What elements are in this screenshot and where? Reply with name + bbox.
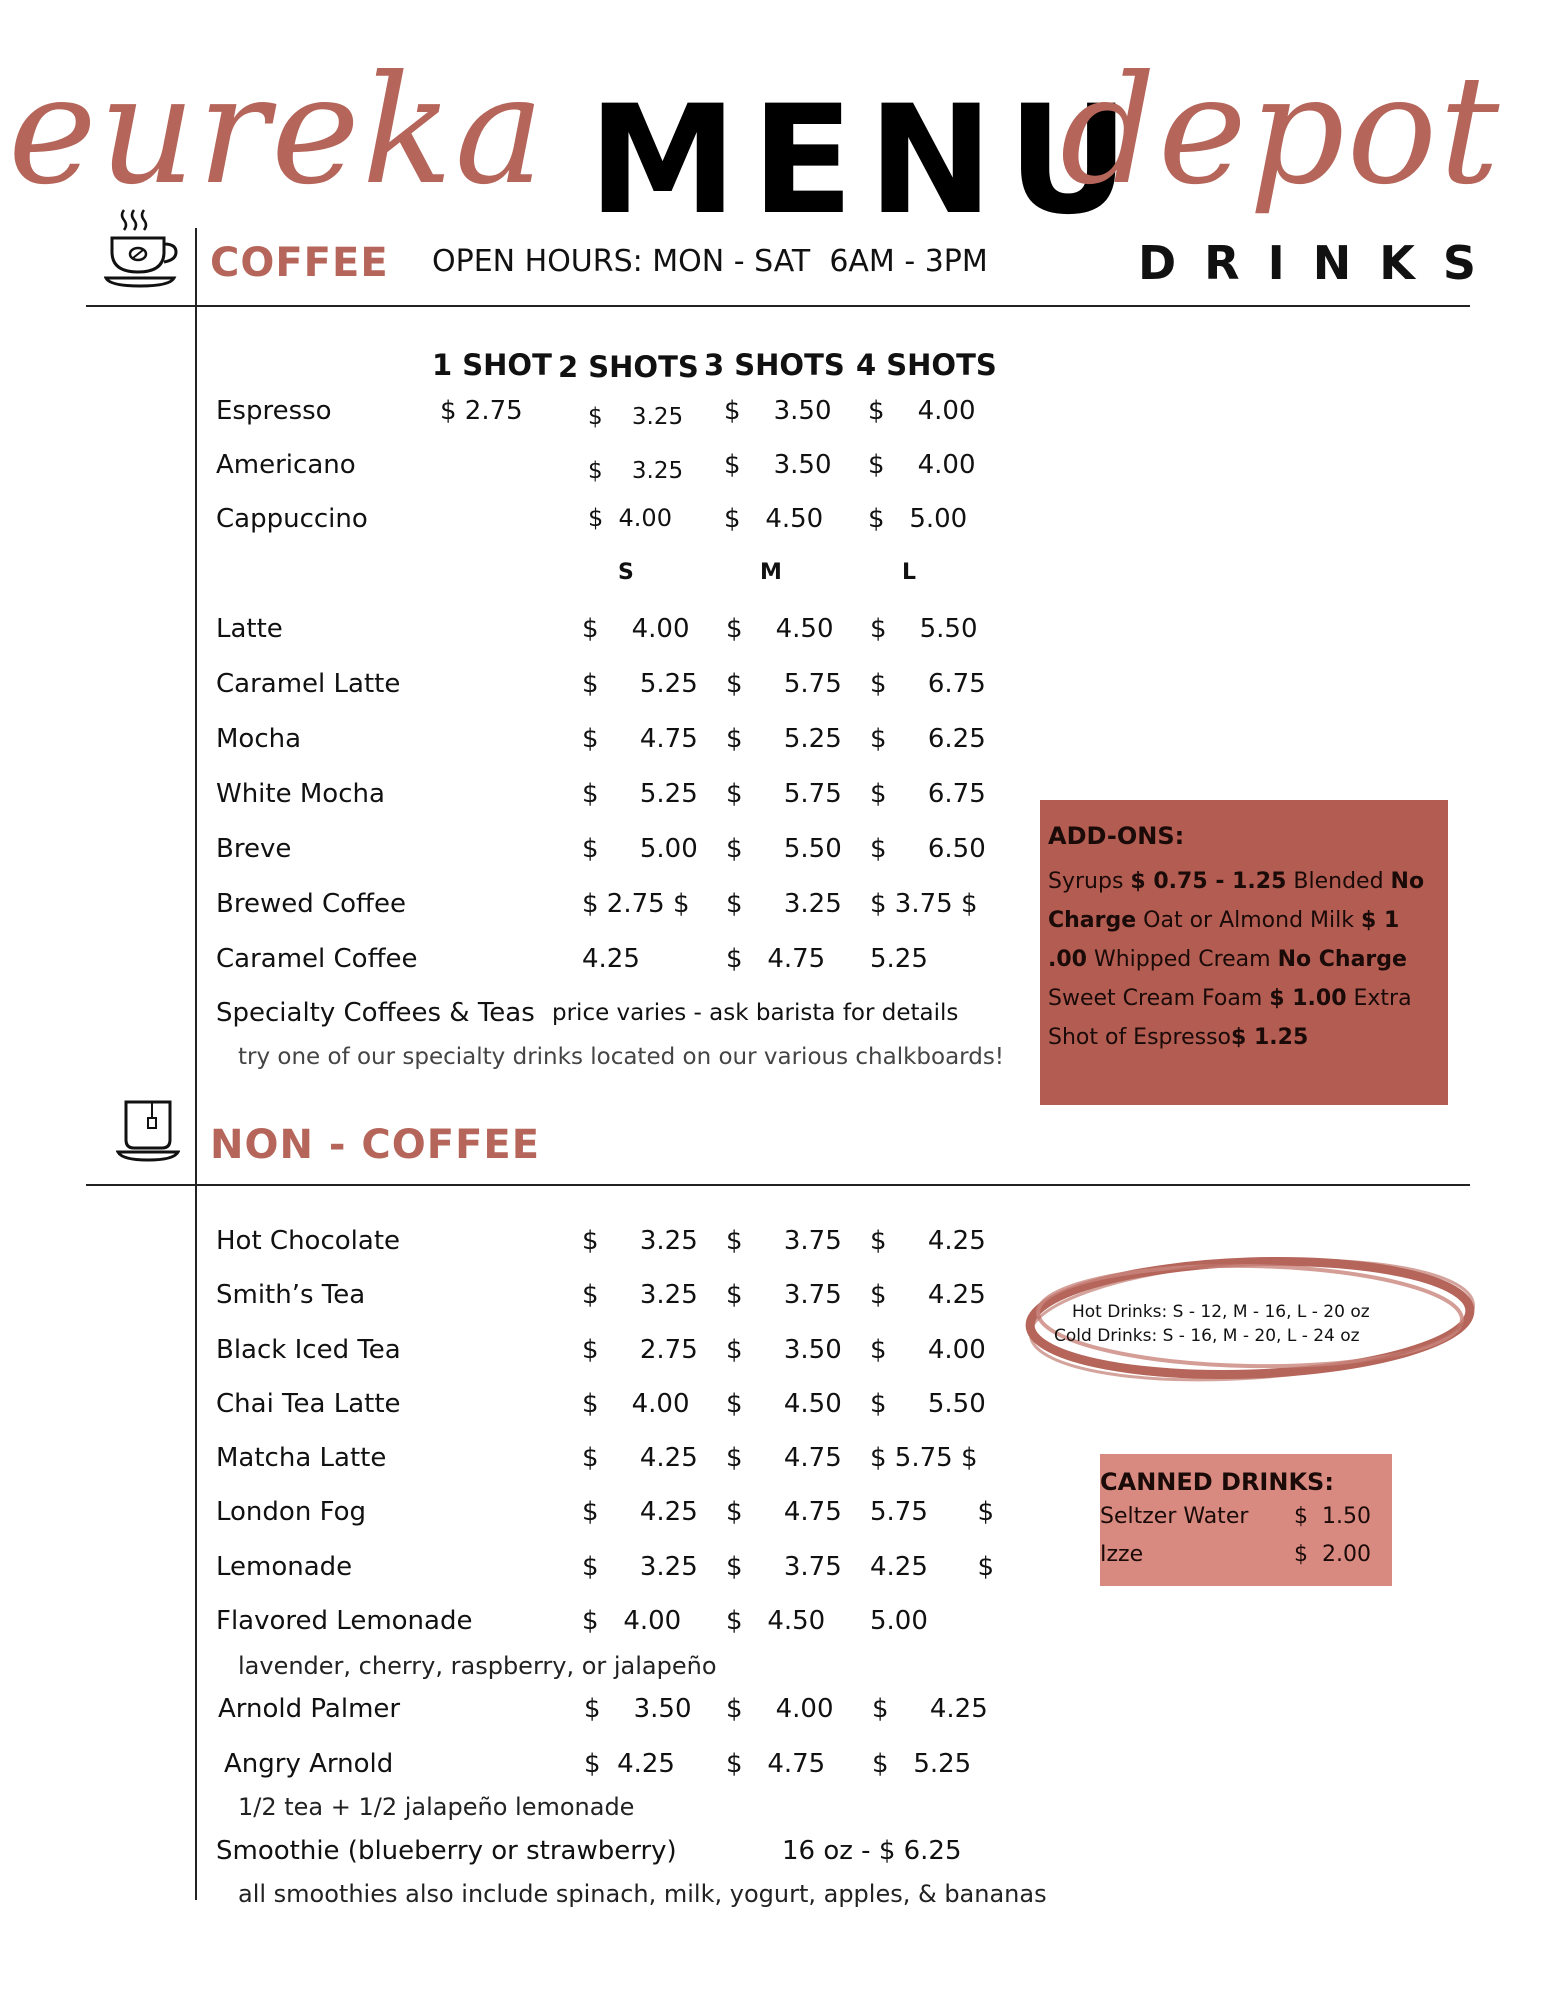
price-l: $ 6.25 xyxy=(870,724,986,754)
price-l: $ 6.50 xyxy=(870,834,986,864)
price-m: $ 5.25 xyxy=(726,724,842,754)
addons-line: .00 Whipped Cream No Charge xyxy=(1048,947,1407,972)
canned-item-name: Izze xyxy=(1100,1542,1144,1567)
price-s: $ 4.25 xyxy=(582,1443,698,1473)
price-m: $ 4.50 xyxy=(726,1606,826,1636)
price-l: $ 5.25 xyxy=(872,1749,972,1779)
price-l: 5.75 $ xyxy=(870,1497,995,1527)
price-s: $ 2.75 $ xyxy=(582,889,690,919)
menu-item-mocha xyxy=(0,724,1545,764)
price-l: 4.25 $ xyxy=(870,1552,995,1582)
price-m: $ 5.50 xyxy=(726,834,842,864)
open-hours: OPEN HOURS: MON - SAT 6AM - 3PM xyxy=(432,244,988,279)
price-m: $ 3.75 xyxy=(726,1226,842,1256)
item-name: Hot Chocolate xyxy=(216,1226,401,1256)
item-name: Breve xyxy=(216,834,292,864)
addons-title: ADD-ONS: xyxy=(1048,822,1185,850)
price-m: $ 4.50 xyxy=(726,614,834,644)
item-name: Matcha Latte xyxy=(216,1443,387,1473)
price-m: $ 3.75 xyxy=(726,1552,842,1582)
smoothie-price: 16 oz - $ 6.25 xyxy=(782,1836,962,1866)
drinks-subtitle: DRINKS xyxy=(1138,236,1504,290)
price-m: $ 4.75 xyxy=(726,1749,826,1779)
non-coffee-divider xyxy=(86,1184,1470,1186)
item-name: Brewed Coffee xyxy=(216,889,406,919)
price-l: $ 5.50 xyxy=(870,1389,986,1419)
price-l: $ 6.75 xyxy=(870,779,986,809)
item-name: Caramel Coffee xyxy=(216,944,418,974)
item-name: White Mocha xyxy=(216,779,385,809)
price-s: $ 4.75 xyxy=(582,724,698,754)
price-s: $ 3.50 xyxy=(584,1694,692,1724)
canned-item xyxy=(1100,1504,1392,1542)
price-4: $ 4.00 xyxy=(868,396,976,426)
menu-title: MENU xyxy=(588,74,1144,248)
item-name: Americano xyxy=(216,450,356,480)
price-s: $ 3.25 xyxy=(582,1280,698,1310)
coffee-divider xyxy=(86,305,1470,307)
cold-drinks-sizes: Cold Drinks: S - 16, M - 20, L - 24 oz xyxy=(1054,1326,1360,1346)
price-3: $ 4.50 xyxy=(724,504,824,534)
canned-item xyxy=(1100,1542,1392,1580)
price-m: $ 4.75 xyxy=(726,1497,842,1527)
price-3: $ 3.50 xyxy=(724,450,832,480)
item-name: Chai Tea Latte xyxy=(216,1389,401,1419)
menu-item-americano xyxy=(0,450,1545,490)
menu-item-arnold-palmer xyxy=(0,1694,1545,1734)
price-l: $ 3.75 $ xyxy=(870,889,978,919)
price-m: $ 3.75 xyxy=(726,1280,842,1310)
specialty-price: price varies - ask barista for details xyxy=(552,1000,959,1026)
header-1-shot: 1 SHOT xyxy=(432,348,552,382)
price-s: $ 4.25 xyxy=(582,1497,698,1527)
price-2: $ 3.25 xyxy=(588,404,684,430)
item-name: Lemonade xyxy=(216,1552,353,1582)
price-m: $ 3.25 xyxy=(726,889,842,919)
price-m: $ 4.75 xyxy=(726,944,826,974)
menu-item-smoothie xyxy=(0,1836,1545,1876)
menu-item-cappuccino xyxy=(0,504,1545,544)
price-1: $ 2.75 xyxy=(440,396,523,426)
price-s: $ 3.25 xyxy=(582,1552,698,1582)
menu-item-latte xyxy=(0,614,1545,654)
item-name: Caramel Latte xyxy=(216,669,401,699)
price-m: $ 5.75 xyxy=(726,669,842,699)
addons-line: Charge Oat or Almond Milk $ 1 xyxy=(1048,908,1400,933)
addons-box xyxy=(1040,800,1448,1105)
item-name: Smoothie (blueberry or strawberry) xyxy=(216,1836,677,1866)
canned-drinks-box xyxy=(1100,1454,1392,1586)
price-l: $ 4.00 xyxy=(870,1335,986,1365)
item-name: Smith’s Tea xyxy=(216,1280,366,1310)
item-name: Arnold Palmer xyxy=(218,1694,401,1724)
header-3-shots: 3 SHOTS xyxy=(704,348,845,382)
item-name: Black Iced Tea xyxy=(216,1335,401,1365)
price-m: $ 3.50 xyxy=(726,1335,842,1365)
item-name: Angry Arnold xyxy=(224,1749,394,1779)
price-s: $ 3.25 xyxy=(582,1226,698,1256)
coffee-cup-icon xyxy=(104,208,184,290)
price-s: $ 5.00 xyxy=(582,834,698,864)
item-name: Specialty Coffees & Teas xyxy=(216,998,535,1028)
non-coffee-section-title: NON - COFFEE xyxy=(210,1122,541,1168)
addons-line: Syrups $ 0.75 - 1.25 Blended No xyxy=(1048,869,1425,894)
item-name: Flavored Lemonade xyxy=(216,1606,473,1636)
addons-line: Shot of Espresso$ 1.25 xyxy=(1048,1025,1309,1050)
price-m: $ 4.00 xyxy=(726,1694,834,1724)
header-4-shots: 4 SHOTS xyxy=(856,348,997,382)
price-4: $ 5.00 xyxy=(868,504,968,534)
price-m: $ 4.50 xyxy=(726,1389,842,1419)
item-name: Latte xyxy=(216,614,283,644)
specialty-note: try one of our specialty drinks located on our various chalkboards! xyxy=(238,1044,1005,1070)
menu-item-caramel-latte xyxy=(0,669,1545,709)
canned-item-price: $ 1.50 xyxy=(1294,1504,1371,1529)
item-name: Mocha xyxy=(216,724,302,754)
price-s: 4.25 xyxy=(582,944,640,974)
price-s: $ 2.75 xyxy=(582,1335,698,1365)
size-header-l: L xyxy=(902,560,917,585)
price-l: $ 5.75 $ xyxy=(870,1443,978,1473)
menu-item-angry-arnold xyxy=(0,1749,1545,1789)
addons-line: Sweet Cream Foam $ 1.00 Extra xyxy=(1048,986,1412,1011)
menu-item-flavored-lemonade xyxy=(0,1606,1545,1646)
hot-drinks-sizes: Hot Drinks: S - 12, M - 16, L - 20 oz xyxy=(1072,1302,1370,1322)
size-header-s: S xyxy=(618,560,634,585)
size-header-m: M xyxy=(760,560,782,585)
menu-item-espresso xyxy=(0,396,1545,436)
price-s: $ 4.25 xyxy=(584,1749,675,1779)
price-s: $ 4.00 xyxy=(582,1606,682,1636)
price-m: $ 5.75 xyxy=(726,779,842,809)
header-2-shots: 2 SHOTS xyxy=(558,350,699,384)
coffee-section-title: COFFEE xyxy=(210,240,389,286)
flavored-lemonade-note: lavender, cherry, raspberry, or jalapeño xyxy=(238,1652,717,1680)
price-s: $ 4.00 xyxy=(582,614,690,644)
tea-cup-icon xyxy=(116,1098,180,1162)
price-2: $ 4.00 xyxy=(588,504,672,532)
item-name: Espresso xyxy=(216,396,332,426)
angry-arnold-note: 1/2 tea + 1/2 jalapeño lemonade xyxy=(238,1793,635,1821)
brand-right-script: depot xyxy=(1060,44,1502,218)
price-2: $ 3.25 xyxy=(588,458,684,484)
smoothie-note: all smoothies also include spinach, milk, yogurt, apples, & bananas xyxy=(238,1880,1047,1908)
price-l: $ 6.75 xyxy=(870,669,986,699)
menu-item-chai-tea-latte xyxy=(0,1389,1545,1429)
brand-left-script: eureka xyxy=(8,44,547,218)
price-3: $ 3.50 xyxy=(724,396,832,426)
item-name: London Fog xyxy=(216,1497,367,1527)
canned-item-name: Seltzer Water xyxy=(1100,1504,1249,1529)
canned-item-price: $ 2.00 xyxy=(1294,1542,1371,1567)
price-s: $ 5.25 xyxy=(582,779,698,809)
price-l: $ 5.50 xyxy=(870,614,978,644)
price-l: $ 4.25 xyxy=(870,1226,986,1256)
price-l: $ 4.25 xyxy=(870,1280,986,1310)
price-l: $ 4.25 xyxy=(872,1694,988,1724)
price-s: $ 4.00 xyxy=(582,1389,690,1419)
item-name: Cappuccino xyxy=(216,504,368,534)
price-l: 5.25 xyxy=(870,944,928,974)
canned-title: CANNED DRINKS: xyxy=(1100,1468,1334,1496)
price-4: $ 4.00 xyxy=(868,450,976,480)
price-m: $ 4.75 xyxy=(726,1443,842,1473)
price-s: $ 5.25 xyxy=(582,669,698,699)
price-l: 5.00 xyxy=(870,1606,928,1636)
